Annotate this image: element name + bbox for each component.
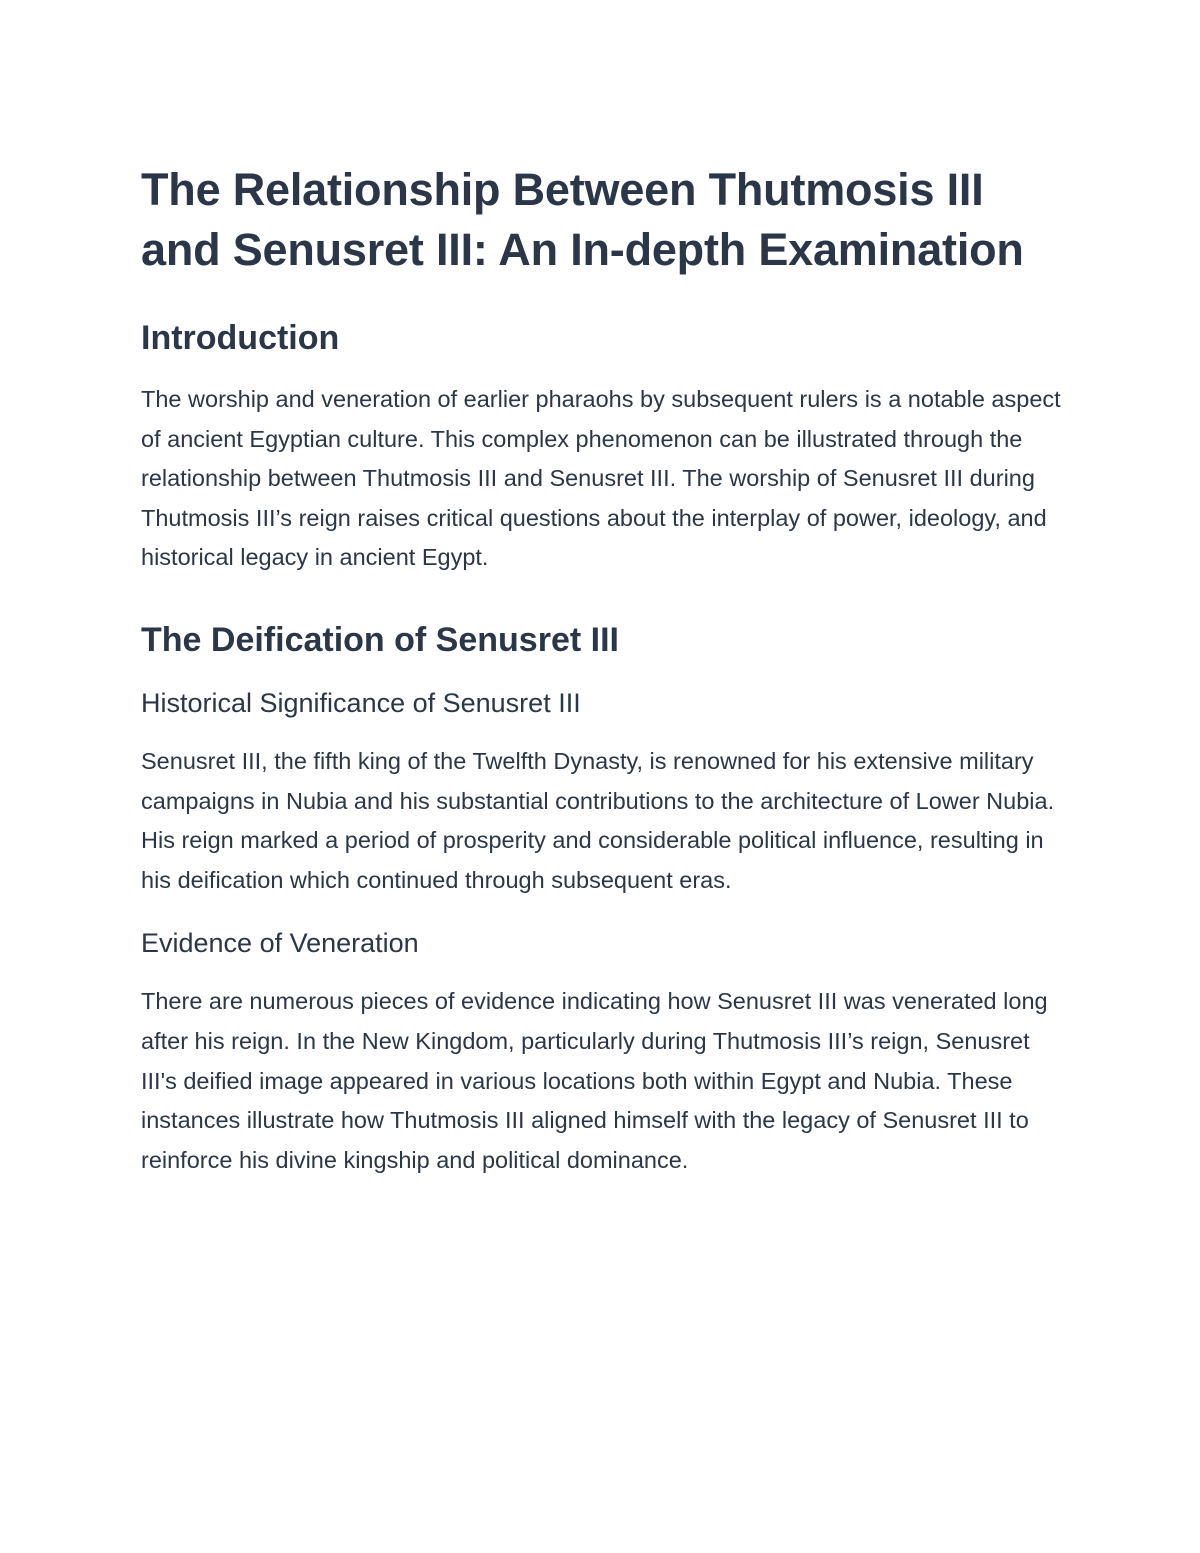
subsection-heading-historical-significance: Historical Significance of Senusret III xyxy=(141,687,581,718)
evidence-of-veneration-paragraph: There are numerous pieces of evidence indicating how Senusret III was venerated long after his reign. In the New Kingdom, particularly during Thutmosis III’s reign, Senusret III's deified image appeared in various locations both within Egypt and Nubia. These instances illustrate how Thutmosis III aligned himself with the legacy of Senusret III to reinforce his divine kingship and political dominance. xyxy=(141,988,1048,1173)
subsection-heading-evidence-of-veneration: Evidence of Veneration xyxy=(141,928,419,959)
document-page xyxy=(141,160,1071,1180)
introduction-paragraph: The worship and veneration of earlier pharaohs by subsequent rulers is a notable aspect of ancient Egyptian culture. This complex phenomenon can be illustrated through the relationship between Thutmosis III and Senusret III. The worship of Senusret III during Thutmosis III’s reign raises critical questions about the interplay of power, ideology, and historical legacy in ancient Egypt. xyxy=(141,386,1061,571)
historical-significance-paragraph: Senusret III, the fifth king of the Twelfth Dynasty, is renowned for his extensive military campaigns in Nubia and his substantial contributions to the architecture of Lower Nubia. His reign marked a period of prosperity and considerable political influence, resulting in his deification which continued through subsequent eras. xyxy=(141,747,1055,893)
document-title: The Relationship Between Thutmosis III and Senusret III: An In-depth Examination xyxy=(141,164,1024,275)
section-heading-introduction: Introduction xyxy=(141,319,340,357)
section-heading-deification: The Deification of Senusret III xyxy=(141,620,619,659)
